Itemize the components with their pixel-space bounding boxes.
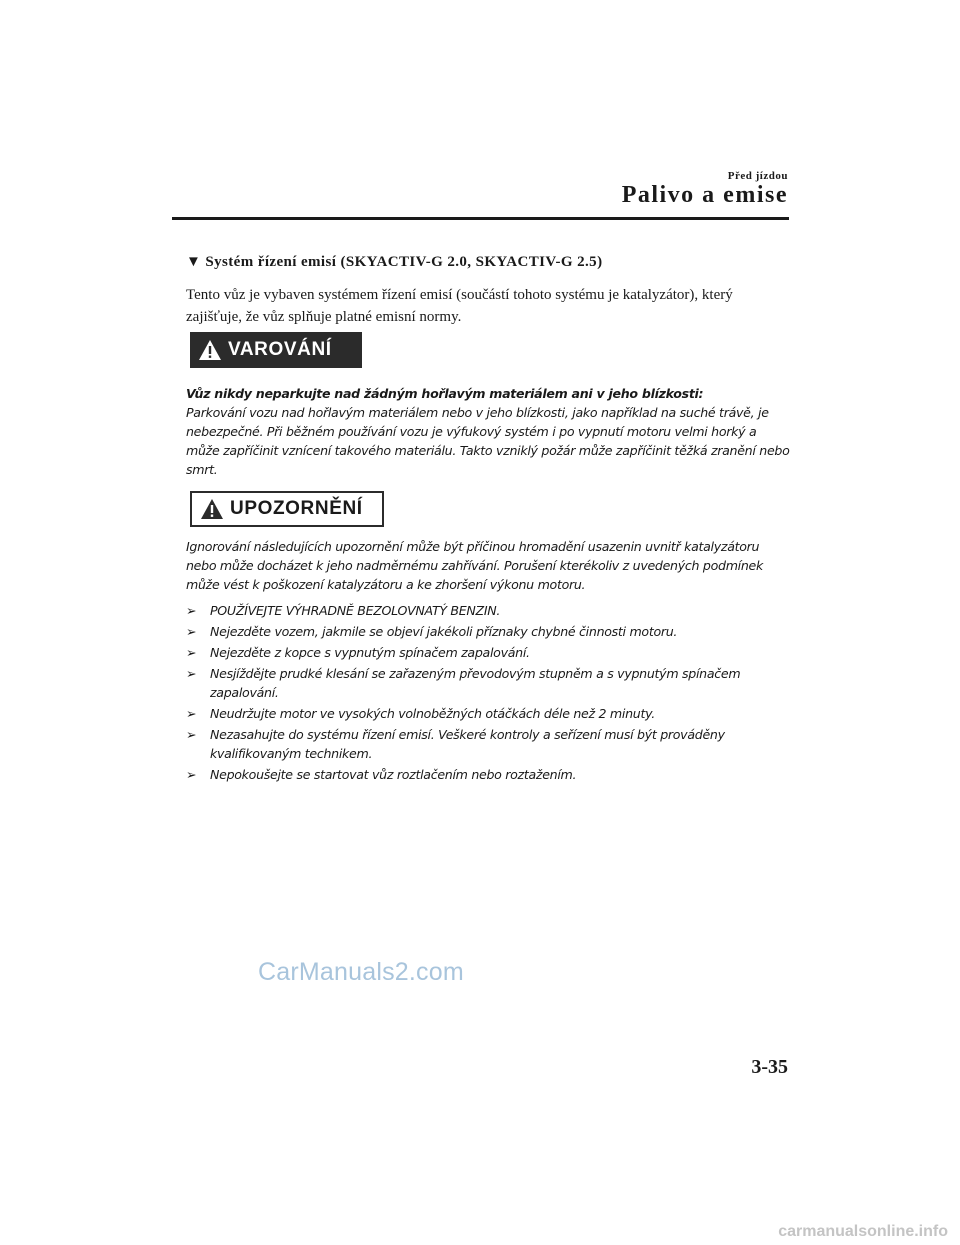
arrow-bullet-icon: ➢ — [186, 666, 197, 681]
header-section-label: Před jízdou — [727, 170, 788, 182]
arrow-bullet-icon: ➢ — [186, 624, 197, 639]
caution-list-item: ➢ POUŽÍVEJTE VÝHRADNĚ BEZOLOVNATÝ BENZIN. — [186, 603, 501, 618]
page-title: Palivo a emise — [621, 182, 788, 208]
intro-paragraph: Tento vůz je vybaven systémem řízení emisí (součástí tohoto systému je katalyzátor), který zajišťuje, že vůz splňuje platné emisní normy. — [186, 287, 733, 325]
warning-text: Parkování vozu nad hořlavým materiálem nebo v jeho blízkosti, jako například na suché trávě, je nebezpečné. Při běžném používání vozu je výfukový systém i po vypnutí motoru velmi horký a může zapříčinit vznícení takového materiálu. Takto vzniklý požár může zapříčinit těžká zranění nebo smrt. — [186, 405, 790, 477]
caution-list-item: ➢ Nepokoušejte se startovat vůz roztlačením nebo roztažením. — [186, 767, 577, 782]
caution-list-item: ➢ Neudržujte motor ve vysokých volnoběžných otáčkách déle než 2 minuty. — [186, 706, 655, 721]
arrow-bullet-icon: ➢ — [186, 603, 197, 618]
caution-list-item: ➢ Nesjíždějte prudké klesání se zařazeným převodovým stupněm a s vypnutým spínačem zapalování. — [186, 666, 741, 700]
warning-badge — [190, 332, 362, 368]
arrow-bullet-icon: ➢ — [186, 645, 197, 660]
warning-title: Vůz nikdy neparkujte nad žádným hořlavým materiálem ani v jeho blízkosti: — [186, 386, 704, 401]
header-divider — [172, 217, 789, 220]
arrow-bullet-icon: ➢ — [186, 767, 197, 782]
caution-badge — [190, 491, 384, 527]
triangle-marker-icon: ▼ — [186, 254, 202, 270]
caution-list-item: ➢ Nezasahujte do systému řízení emisí. Veškeré kontroly a seřízení musí být prováděny kvalifikovaným technikem. — [186, 727, 725, 761]
page-number: 3-35 — [751, 1056, 788, 1078]
arrow-bullet-icon: ➢ — [186, 727, 197, 742]
warning-triangle-icon — [198, 339, 222, 361]
warning-label: VAROVÁNÍ — [228, 339, 332, 360]
footer-watermark: carmanualsonline.info — [778, 1223, 948, 1240]
caution-label: UPOZORNĚNÍ — [230, 498, 363, 519]
caution-list — [186, 601, 792, 786]
caution-list-item: ➢ Nejezděte z kopce s vypnutým spínačem zapalování. — [186, 645, 530, 660]
caution-triangle-icon — [200, 498, 224, 520]
section-heading — [186, 254, 602, 271]
caution-list-item: ➢ Nejezděte vozem, jakmile se objeví jakékoli příznaky chybné činnosti motoru. — [186, 624, 678, 639]
watermark-logo: CarManuals2.com — [258, 958, 464, 986]
section-heading-text: Systém řízení emisí (SKYACTIV-G 2.0, SKYACTIV-G 2.5) — [205, 254, 603, 270]
arrow-bullet-icon: ➢ — [186, 706, 197, 721]
caution-text: Ignorování následujících upozornění může být příčinou hromadění usazenin uvnitř katalyzátoru nebo může docházet k jeho nadměrnému zahřívání. Porušení kterékoliv z uvedených podmínek může vést k poškození katalyzátoru a ke zhoršení výkonu motoru. — [186, 539, 763, 592]
